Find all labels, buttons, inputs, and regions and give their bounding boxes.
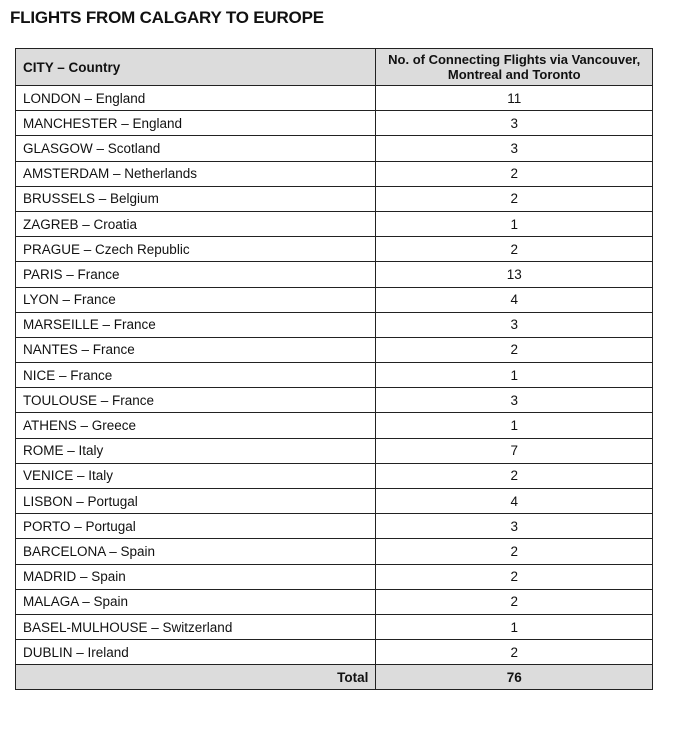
city-country-cell: MARSEILLE – France (16, 312, 376, 337)
flights-count-cell: 2 (376, 539, 653, 564)
city-country-cell: BASEL-MULHOUSE – Switzerland (16, 614, 376, 639)
table-row (16, 262, 653, 287)
table-row (16, 388, 653, 413)
document-title: FLIGHTS FROM CALGARY TO EUROPE (10, 8, 324, 27)
city-country-cell: ZAGREB – Croatia (16, 211, 376, 236)
city-country-cell: TOULOUSE – France (16, 388, 376, 413)
total-label: Total (16, 665, 376, 690)
city-country-cell: VENICE – Italy (16, 463, 376, 488)
city-country-cell: MANCHESTER – England (16, 111, 376, 136)
flights-count-cell: 2 (376, 640, 653, 665)
table-row (16, 312, 653, 337)
table-row (16, 337, 653, 362)
flights-count-cell: 2 (376, 186, 653, 211)
table-row (16, 111, 653, 136)
table-row (16, 86, 653, 111)
table-header-row (16, 49, 653, 86)
header-city-country: CITY – Country (16, 49, 376, 86)
table-row (16, 564, 653, 589)
table-row (16, 539, 653, 564)
flights-count-cell: 2 (376, 564, 653, 589)
city-country-cell: BARCELONA – Spain (16, 539, 376, 564)
flights-count-cell: 1 (376, 614, 653, 639)
flights-count-cell: 2 (376, 589, 653, 614)
table-row (16, 186, 653, 211)
table-row (16, 489, 653, 514)
flights-count-cell: 4 (376, 489, 653, 514)
table-row (16, 614, 653, 639)
table-row (16, 514, 653, 539)
flights-count-cell: 3 (376, 312, 653, 337)
table-row (16, 237, 653, 262)
table-row (16, 463, 653, 488)
total-value: 76 (376, 665, 653, 690)
table-body (16, 86, 653, 665)
flights-count-cell: 2 (376, 337, 653, 362)
flights-count-cell: 1 (376, 211, 653, 236)
table-row (16, 161, 653, 186)
city-country-cell: LYON – France (16, 287, 376, 312)
city-country-cell: PRAGUE – Czech Republic (16, 237, 376, 262)
city-country-cell: LONDON – England (16, 86, 376, 111)
city-country-cell: ATHENS – Greece (16, 413, 376, 438)
table-row (16, 136, 653, 161)
table-row (16, 363, 653, 388)
flights-count-cell: 1 (376, 363, 653, 388)
header-connecting-flights: No. of Connecting Flights via Vancouver, Montreal and Toronto (376, 49, 653, 86)
flights-count-cell: 2 (376, 463, 653, 488)
flights-count-cell: 2 (376, 237, 653, 262)
city-country-cell: NANTES – France (16, 337, 376, 362)
city-country-cell: PORTO – Portugal (16, 514, 376, 539)
table-row (16, 589, 653, 614)
flights-count-cell: 4 (376, 287, 653, 312)
city-country-cell: ROME – Italy (16, 438, 376, 463)
city-country-cell: LISBON – Portugal (16, 489, 376, 514)
table-row (16, 413, 653, 438)
table-row (16, 211, 653, 236)
table-row (16, 438, 653, 463)
flights-count-cell: 2 (376, 161, 653, 186)
city-country-cell: NICE – France (16, 363, 376, 388)
city-country-cell: BRUSSELS – Belgium (16, 186, 376, 211)
city-country-cell: DUBLIN – Ireland (16, 640, 376, 665)
flights-count-cell: 3 (376, 514, 653, 539)
flights-count-cell: 11 (376, 86, 653, 111)
total-row (16, 665, 653, 690)
city-country-cell: GLASGOW – Scotland (16, 136, 376, 161)
city-country-cell: PARIS – France (16, 262, 376, 287)
flights-count-cell: 3 (376, 388, 653, 413)
flights-count-cell: 3 (376, 111, 653, 136)
flights-count-cell: 1 (376, 413, 653, 438)
flights-count-cell: 13 (376, 262, 653, 287)
flights-count-cell: 7 (376, 438, 653, 463)
flights-count-cell: 3 (376, 136, 653, 161)
city-country-cell: MALAGA – Spain (16, 589, 376, 614)
city-country-cell: MADRID – Spain (16, 564, 376, 589)
table-row (16, 287, 653, 312)
city-country-cell: AMSTERDAM – Netherlands (16, 161, 376, 186)
table-row (16, 640, 653, 665)
flights-table (15, 48, 653, 690)
